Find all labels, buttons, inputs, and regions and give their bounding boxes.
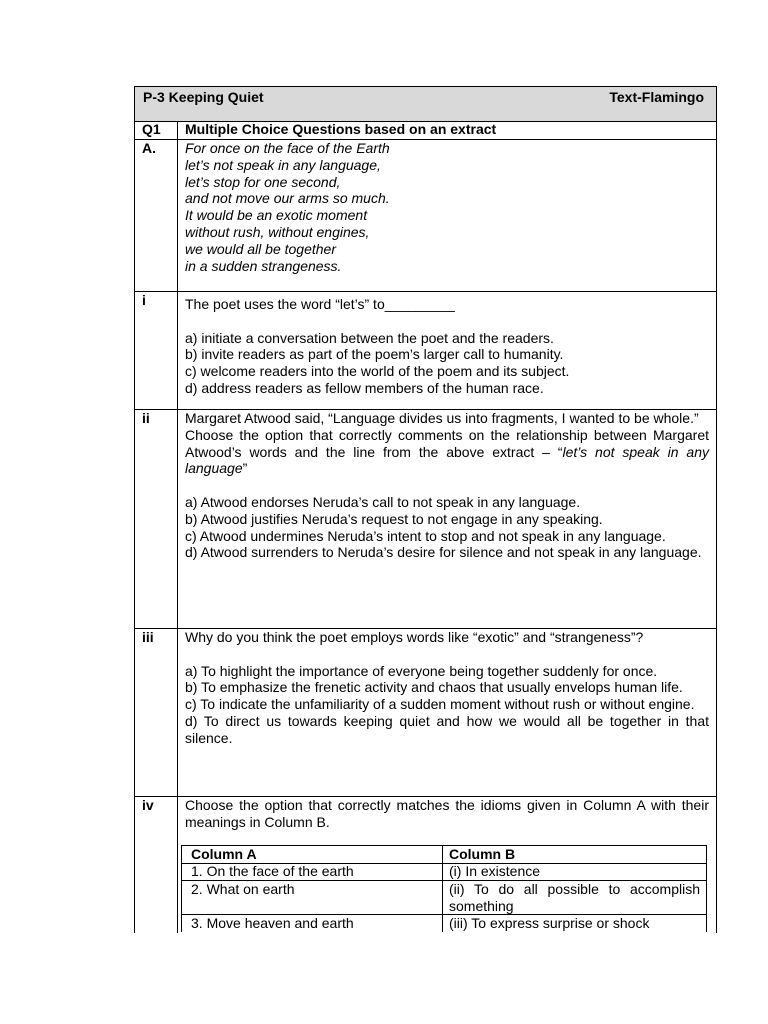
column-a-cell: 2. What on earth	[191, 881, 295, 897]
poem-line: let’s stop for one second,	[185, 173, 341, 190]
table-row	[181, 915, 707, 932]
extract-row	[134, 140, 717, 292]
question-ii-row	[134, 410, 717, 629]
column-b-cell: (i) In existence	[449, 863, 541, 879]
text-name: Text-Flamingo	[609, 89, 704, 105]
column-divider	[177, 292, 178, 409]
poem-line: we would all be together	[185, 240, 336, 257]
option-b: b) To emphasize the frenetic activity and chaos that usually envelops human life.	[185, 679, 683, 696]
poem-line: without rush, without engines,	[185, 223, 370, 240]
option-d: d) address readers as fellow members of the human race.	[185, 379, 544, 396]
option-b: b) Atwood justifies Neruda’s request to not engage in any speaking.	[185, 510, 603, 527]
poem-extract	[185, 140, 709, 274]
question-iv-number: iv	[142, 797, 154, 813]
question-i-row	[134, 292, 717, 410]
column-a-cell: 1. On the face of the earth	[191, 863, 354, 879]
question-iv-text: Choose the option that correctly matches the idioms given in Column A with their meanings in Column B.	[185, 797, 709, 830]
option-d: d) Atwood surrenders to Neruda’s desire for silence and not speak in any language.	[185, 544, 702, 561]
option-c: c) To indicate the unfamiliarity of a sudden moment without rush or without engine.	[185, 696, 695, 713]
column-divider	[177, 410, 178, 628]
question-i-body	[185, 296, 709, 397]
column-divider	[177, 121, 178, 139]
table-row	[181, 863, 707, 881]
table-row	[181, 881, 707, 915]
column-a-cell: 3. Move heaven and earth	[191, 915, 354, 931]
question-ii-text: Choose the option that correctly comments on the relationship between Margaret Atwood’s words and the line from the above extract – “let’s not speak in any language”	[185, 426, 709, 477]
poem-line: let’s not speak in any language,	[185, 156, 381, 173]
question-iii-text: Why do you think the poet employs words like “exotic” and “strangeness”?	[185, 629, 644, 645]
table-header-row	[181, 845, 707, 864]
column-divider	[177, 629, 178, 796]
question-ii-number: ii	[142, 410, 150, 426]
question-iii-body	[185, 629, 709, 747]
extract-number: A.	[142, 140, 156, 156]
atwood-quote: Margaret Atwood said, “Language divides us into fragments, I wanted to be whole.”	[185, 410, 699, 426]
column-divider	[177, 140, 178, 291]
q1-number: Q1	[142, 121, 161, 137]
column-a-header: Column A	[191, 846, 257, 862]
poem-line: It would be an exotic moment	[185, 207, 368, 224]
header-bar	[134, 86, 717, 122]
poem-line: and not move our arms so much.	[185, 190, 390, 207]
option-c: c) welcome readers into the world of the poem and its subject.	[185, 363, 570, 380]
option-a: a) initiate a conversation between the poet and the readers.	[185, 329, 554, 346]
column-b-cell: (ii) To do all possible to accomplish something	[449, 881, 700, 914]
question-iii-number: iii	[142, 629, 154, 645]
q1-row	[134, 121, 717, 140]
question-i-text: The poet uses the word “let’s” to_________	[185, 296, 455, 312]
column-divider	[177, 797, 178, 933]
question-i-number: i	[142, 292, 146, 308]
option-a: a) Atwood endorses Neruda’s call to not speak in any language.	[185, 493, 581, 510]
lesson-title: P-3 Keeping Quiet	[143, 89, 264, 105]
option-c: c) Atwood undermines Neruda’s intent to stop and not speak in any language.	[185, 527, 666, 544]
poem-line: For once on the face of the Earth	[185, 140, 390, 156]
question-iii-row	[134, 629, 717, 797]
question-ii-body	[185, 410, 709, 561]
q1-heading: Multiple Choice Questions based on an extract	[185, 121, 497, 137]
option-d: d) To direct us towards keeping quiet and how we would all be together in that silence.	[185, 712, 709, 746]
column-b-header: Column B	[449, 846, 516, 862]
column-b-cell: (iii) To express surprise or shock	[449, 915, 650, 931]
poem-line: in a sudden strangeness.	[185, 257, 342, 274]
option-a: a) To highlight the importance of everyone being together suddenly for once.	[185, 662, 658, 679]
option-b: b) invite readers as part of the poem’s larger call to humanity.	[185, 346, 564, 363]
